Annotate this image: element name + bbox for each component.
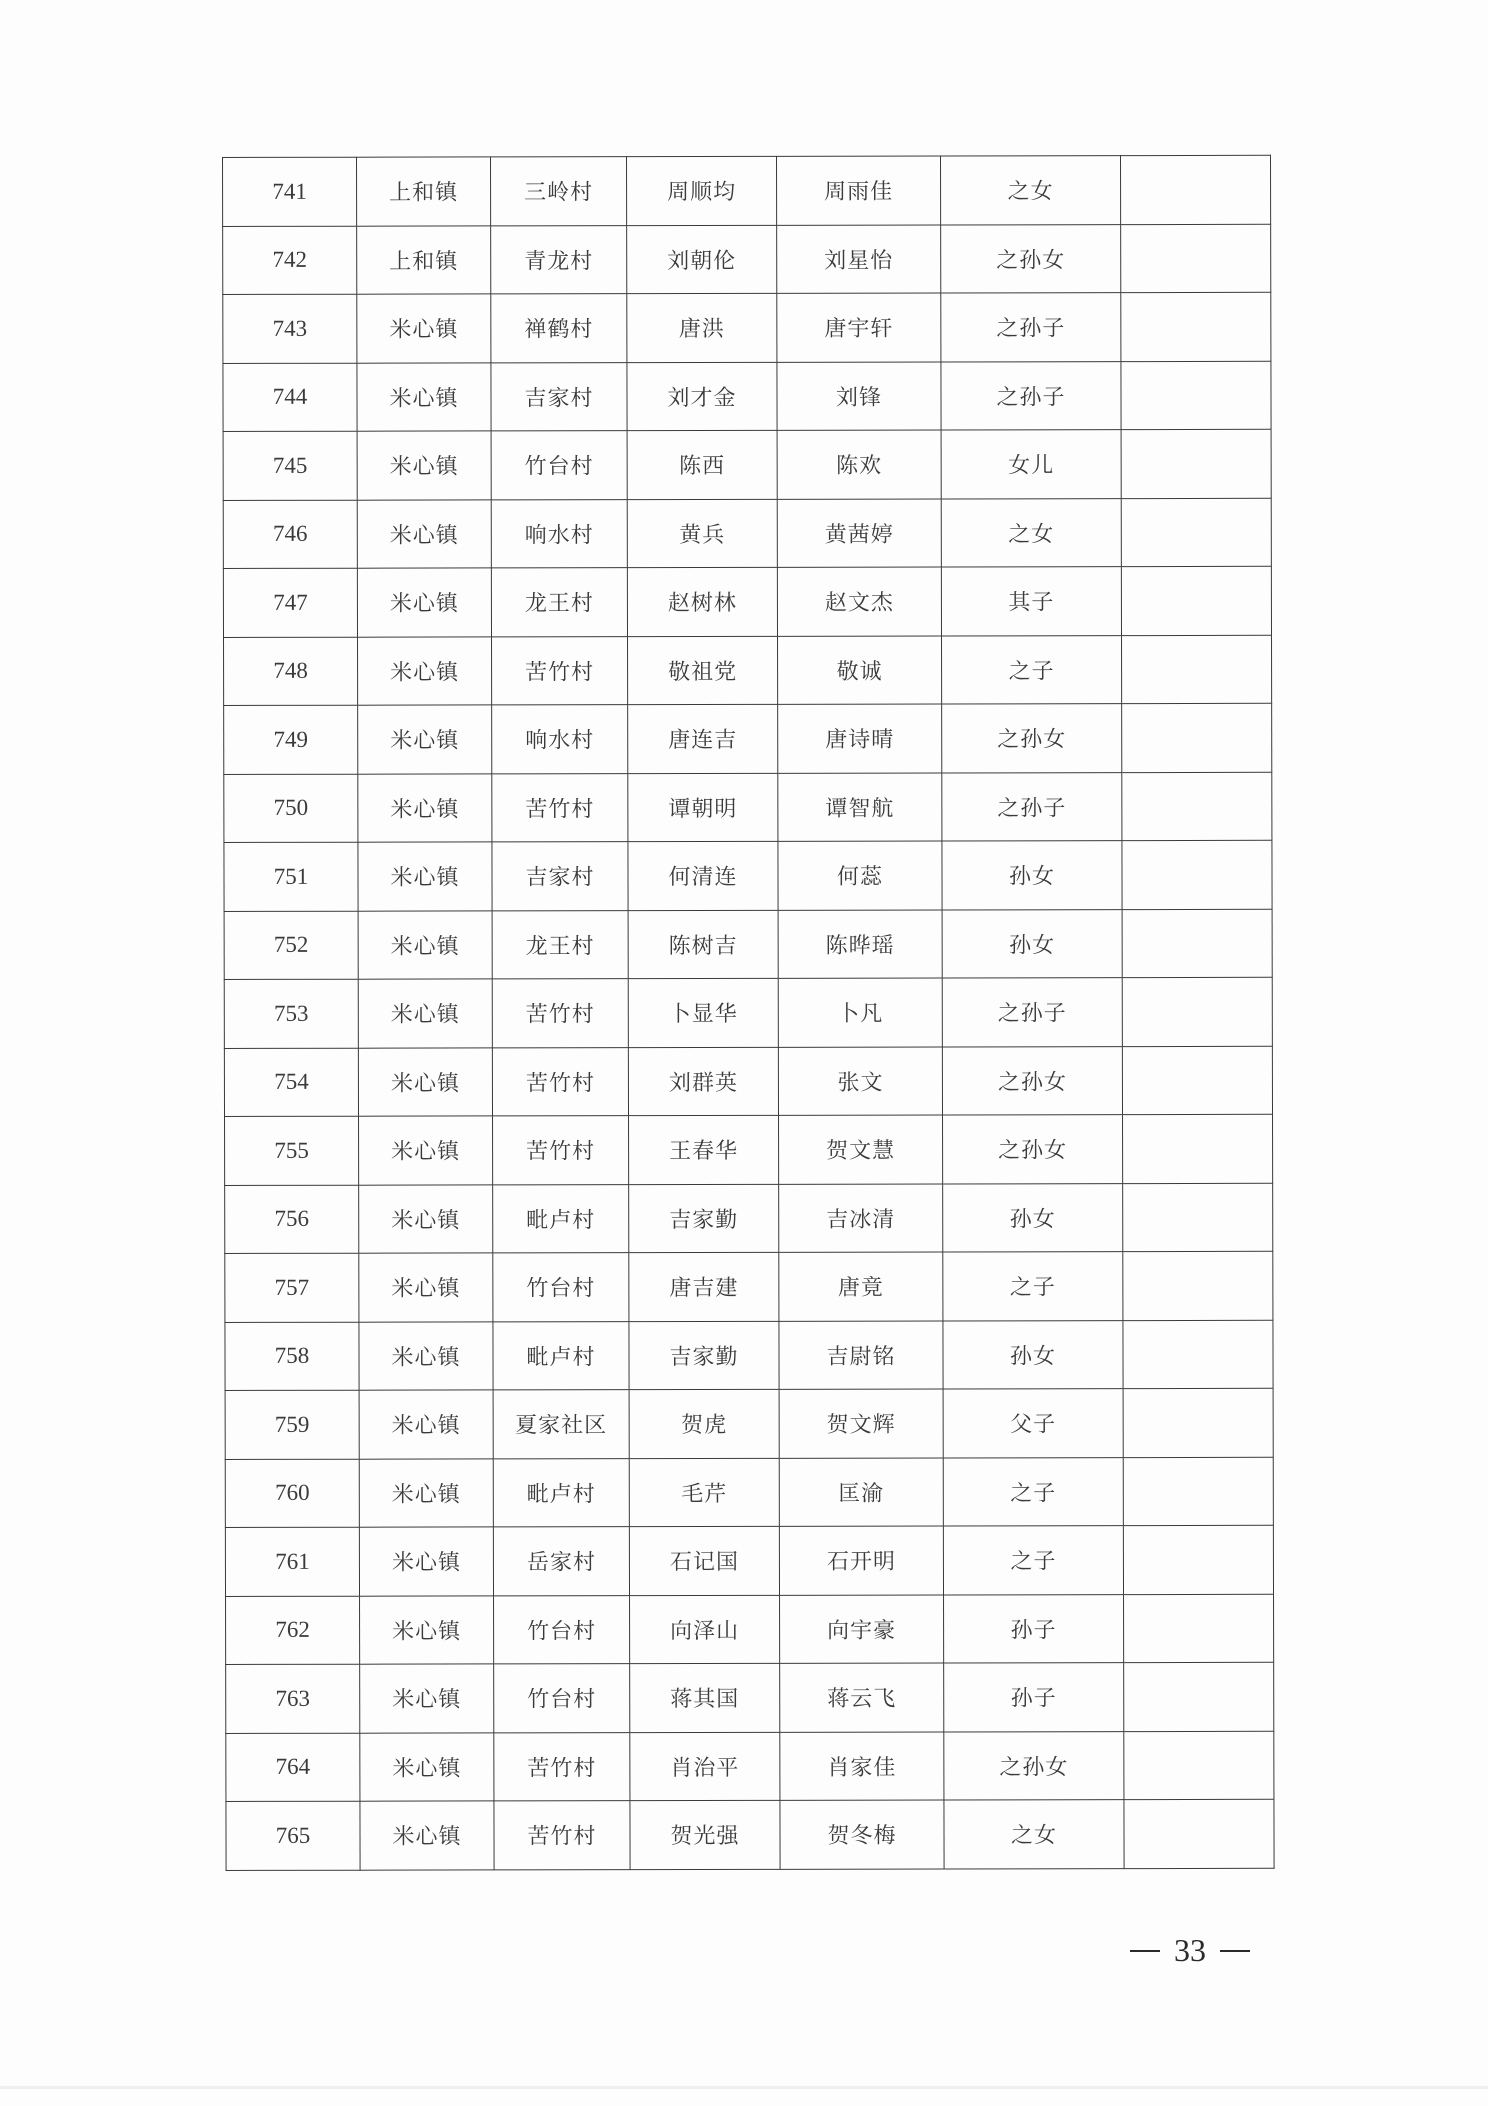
relationship-cell: 之孙女 <box>942 1046 1122 1115</box>
member-name-cell: 贺冬梅 <box>780 1800 944 1869</box>
remarks-cell <box>1123 1183 1273 1252</box>
member-name-cell: 黄茜婷 <box>777 498 941 567</box>
serial-number-cell: 759 <box>225 1390 359 1459</box>
applicant-name-cell: 贺光强 <box>630 1800 780 1869</box>
remarks-cell <box>1122 703 1272 772</box>
right-dash <box>1220 1950 1250 1952</box>
serial-number-cell: 741 <box>223 157 357 226</box>
village-cell: 苦竹村 <box>492 636 628 705</box>
remarks-cell <box>1121 429 1271 498</box>
village-cell: 苦竹村 <box>494 1732 630 1801</box>
remarks-cell <box>1123 1320 1273 1389</box>
table-row <box>226 1799 1274 1870</box>
village-cell: 响水村 <box>492 705 628 774</box>
relationship-cell: 之子 <box>943 1526 1123 1595</box>
member-name-cell: 谭智航 <box>778 772 942 841</box>
town-cell: 米心镇 <box>358 636 492 705</box>
village-cell: 龙王村 <box>492 910 628 979</box>
town-cell: 米心镇 <box>359 1184 493 1253</box>
table-row <box>223 429 1271 500</box>
table-row <box>223 498 1271 569</box>
applicant-name-cell: 谭朝明 <box>628 773 778 842</box>
applicant-name-cell: 刘群英 <box>628 1047 778 1116</box>
applicant-name-cell: 王春华 <box>629 1115 779 1184</box>
town-cell: 米心镇 <box>359 1458 493 1527</box>
remarks-cell <box>1122 772 1272 841</box>
remarks-cell <box>1122 977 1272 1046</box>
member-name-cell: 蒋云飞 <box>780 1663 944 1732</box>
applicant-name-cell: 蒋其国 <box>630 1663 780 1732</box>
village-cell: 禅鹤村 <box>491 294 627 363</box>
applicant-name-cell: 唐连吉 <box>628 704 778 773</box>
member-name-cell: 陈欢 <box>777 430 941 499</box>
applicant-name-cell: 何清连 <box>628 841 778 910</box>
table-row <box>223 566 1271 637</box>
remarks-cell <box>1124 1662 1274 1731</box>
member-name-cell: 唐竟 <box>779 1252 943 1321</box>
member-name-cell: 吉尉铭 <box>779 1320 943 1389</box>
applicant-name-cell: 唐吉建 <box>629 1252 779 1321</box>
village-cell: 夏家社区 <box>493 1390 629 1459</box>
remarks-cell <box>1122 635 1272 704</box>
relationship-cell: 父子 <box>943 1389 1123 1458</box>
serial-number-cell: 762 <box>226 1596 360 1665</box>
village-cell: 吉家村 <box>491 362 627 431</box>
village-cell: 苦竹村 <box>492 1047 628 1116</box>
relationship-cell: 孙女 <box>943 1183 1123 1252</box>
serial-number-cell: 744 <box>223 363 357 432</box>
serial-number-cell: 755 <box>225 1116 359 1185</box>
relationship-cell: 之孙子 <box>942 978 1122 1047</box>
table-row <box>226 1662 1274 1733</box>
table-row <box>226 1731 1274 1802</box>
village-cell: 青龙村 <box>491 225 627 294</box>
serial-number-cell: 749 <box>224 705 358 774</box>
serial-number-cell: 752 <box>224 911 358 980</box>
relationship-cell: 之子 <box>943 1252 1123 1321</box>
town-cell: 上和镇 <box>357 157 491 226</box>
table-row <box>224 1046 1272 1117</box>
remarks-cell <box>1123 1114 1273 1183</box>
town-cell: 米心镇 <box>358 773 492 842</box>
table-row <box>223 224 1271 295</box>
applicant-name-cell: 肖治平 <box>630 1732 780 1801</box>
town-cell: 米心镇 <box>360 1732 494 1801</box>
table-row <box>224 703 1272 774</box>
relationship-cell: 孙女 <box>942 841 1122 910</box>
serial-number-cell: 747 <box>223 568 357 637</box>
remarks-cell <box>1121 292 1271 361</box>
roster-table <box>222 155 1275 1871</box>
applicant-name-cell: 吉家勤 <box>629 1321 779 1390</box>
town-cell: 米心镇 <box>357 362 491 431</box>
roster-body <box>223 155 1275 1870</box>
serial-number-cell: 763 <box>226 1664 360 1733</box>
table-row <box>223 155 1271 226</box>
applicant-name-cell: 石记国 <box>629 1526 779 1595</box>
serial-number-cell: 764 <box>226 1733 360 1802</box>
relationship-cell: 孙子 <box>944 1594 1124 1663</box>
relationship-cell: 之孙女 <box>941 224 1121 293</box>
member-name-cell: 石开明 <box>779 1526 943 1595</box>
village-cell: 苦竹村 <box>492 979 628 1048</box>
applicant-name-cell: 贺虎 <box>629 1389 779 1458</box>
relationship-cell: 孙女 <box>943 1320 1123 1389</box>
remarks-cell <box>1121 498 1271 567</box>
village-cell: 三岭村 <box>491 157 627 226</box>
left-dash <box>1130 1950 1160 1952</box>
applicant-name-cell: 唐洪 <box>627 293 777 362</box>
serial-number-cell: 743 <box>223 294 357 363</box>
relationship-cell: 之女 <box>940 156 1120 225</box>
town-cell: 米心镇 <box>358 979 492 1048</box>
page-number-value: 33 <box>1174 1932 1206 1968</box>
table-row <box>225 1388 1273 1459</box>
serial-number-cell: 754 <box>224 1048 358 1117</box>
village-cell: 竹台村 <box>491 431 627 500</box>
serial-number-cell: 746 <box>223 500 357 569</box>
member-name-cell: 赵文杰 <box>777 567 941 636</box>
member-name-cell: 陈晔瑶 <box>778 909 942 978</box>
relationship-cell: 之孙女 <box>944 1731 1124 1800</box>
remarks-cell <box>1124 1594 1274 1663</box>
remarks-cell <box>1123 1525 1273 1594</box>
town-cell: 米心镇 <box>359 1390 493 1459</box>
town-cell: 米心镇 <box>360 1801 494 1870</box>
relationship-cell: 孙子 <box>944 1663 1124 1732</box>
village-cell: 毗卢村 <box>493 1458 629 1527</box>
village-cell: 响水村 <box>491 499 627 568</box>
serial-number-cell: 745 <box>223 431 357 500</box>
member-name-cell: 吉冰清 <box>779 1183 943 1252</box>
relationship-cell: 之女 <box>944 1800 1124 1869</box>
relationship-cell: 女儿 <box>941 430 1121 499</box>
table-row <box>223 361 1271 432</box>
scan-edge-line <box>0 2086 1488 2089</box>
village-cell: 竹台村 <box>494 1595 630 1664</box>
village-cell: 苦竹村 <box>492 773 628 842</box>
applicant-name-cell: 吉家勤 <box>629 1184 779 1253</box>
table-row <box>223 292 1271 363</box>
remarks-cell <box>1121 566 1271 635</box>
relationship-cell: 之子 <box>943 1457 1123 1526</box>
town-cell: 米心镇 <box>358 1047 492 1116</box>
relationship-cell: 之孙子 <box>941 361 1121 430</box>
remarks-cell <box>1123 1457 1273 1526</box>
serial-number-cell: 758 <box>225 1322 359 1391</box>
village-cell: 龙王村 <box>491 568 627 637</box>
member-name-cell: 唐诗晴 <box>778 704 942 773</box>
member-name-cell: 贺文慧 <box>779 1115 943 1184</box>
remarks-cell <box>1124 1731 1274 1800</box>
applicant-name-cell: 黄兵 <box>627 499 777 568</box>
village-cell: 竹台村 <box>494 1664 630 1733</box>
serial-number-cell: 757 <box>225 1253 359 1322</box>
village-cell: 苦竹村 <box>493 1116 629 1185</box>
relationship-cell: 之子 <box>942 635 1122 704</box>
member-name-cell: 张文 <box>778 1046 942 1115</box>
relationship-cell: 之孙子 <box>941 293 1121 362</box>
town-cell: 米心镇 <box>358 910 492 979</box>
relationship-cell: 其子 <box>941 567 1121 636</box>
town-cell: 米心镇 <box>360 1664 494 1733</box>
table-row <box>224 772 1272 843</box>
serial-number-cell: 765 <box>226 1801 360 1870</box>
town-cell: 米心镇 <box>358 705 492 774</box>
table-row <box>224 840 1272 911</box>
member-name-cell: 匡渝 <box>779 1457 943 1526</box>
relationship-cell: 孙女 <box>942 909 1122 978</box>
applicant-name-cell: 卜显华 <box>628 978 778 1047</box>
serial-number-cell: 742 <box>223 226 357 295</box>
serial-number-cell: 760 <box>225 1459 359 1528</box>
village-cell: 苦竹村 <box>494 1801 630 1870</box>
member-name-cell: 周雨佳 <box>776 156 940 225</box>
village-cell: 毗卢村 <box>493 1184 629 1253</box>
town-cell: 米心镇 <box>357 568 491 637</box>
town-cell: 米心镇 <box>357 294 491 363</box>
applicant-name-cell: 敬祖党 <box>628 636 778 705</box>
remarks-cell <box>1122 840 1272 909</box>
relationship-cell: 之孙子 <box>942 772 1122 841</box>
table-row <box>224 635 1272 706</box>
relationship-cell: 之孙女 <box>942 704 1122 773</box>
member-name-cell: 刘星怡 <box>777 224 941 293</box>
table-row <box>225 1320 1273 1391</box>
serial-number-cell: 750 <box>224 774 358 843</box>
town-cell: 上和镇 <box>357 225 491 294</box>
remarks-cell <box>1120 155 1270 224</box>
town-cell: 米心镇 <box>357 499 491 568</box>
village-cell: 岳家村 <box>493 1527 629 1596</box>
applicant-name-cell: 毛芹 <box>629 1458 779 1527</box>
relationship-cell: 之孙女 <box>943 1115 1123 1184</box>
applicant-name-cell: 周顺均 <box>627 156 777 225</box>
member-name-cell: 向宇豪 <box>780 1594 944 1663</box>
remarks-cell <box>1123 1251 1273 1320</box>
member-name-cell: 唐宇轩 <box>777 293 941 362</box>
member-name-cell: 何蕊 <box>778 841 942 910</box>
remarks-cell <box>1121 361 1271 430</box>
town-cell: 米心镇 <box>359 1116 493 1185</box>
remarks-cell <box>1123 1388 1273 1457</box>
remarks-cell <box>1121 224 1271 293</box>
table-row <box>225 1251 1273 1322</box>
town-cell: 米心镇 <box>359 1253 493 1322</box>
town-cell: 米心镇 <box>358 842 492 911</box>
town-cell: 米心镇 <box>360 1595 494 1664</box>
member-name-cell: 敬诚 <box>778 635 942 704</box>
member-name-cell: 贺文辉 <box>779 1389 943 1458</box>
remarks-cell <box>1122 909 1272 978</box>
applicant-name-cell: 陈西 <box>627 430 777 499</box>
table-row <box>226 1594 1274 1665</box>
remarks-cell <box>1124 1799 1274 1868</box>
village-cell: 吉家村 <box>492 842 628 911</box>
applicant-name-cell: 陈树吉 <box>628 910 778 979</box>
town-cell: 米心镇 <box>359 1321 493 1390</box>
member-name-cell: 刘锋 <box>777 361 941 430</box>
table-row <box>225 1114 1273 1185</box>
table-row <box>225 1525 1273 1596</box>
serial-number-cell: 756 <box>225 1185 359 1254</box>
village-cell: 毗卢村 <box>493 1321 629 1390</box>
serial-number-cell: 748 <box>224 637 358 706</box>
member-name-cell: 卜凡 <box>778 978 942 1047</box>
applicant-name-cell: 刘朝伦 <box>627 225 777 294</box>
town-cell: 米心镇 <box>357 431 491 500</box>
village-cell: 竹台村 <box>493 1253 629 1322</box>
applicant-name-cell: 刘才金 <box>627 362 777 431</box>
serial-number-cell: 753 <box>224 979 358 1048</box>
remarks-cell <box>1122 1046 1272 1115</box>
relationship-cell: 之女 <box>941 498 1121 567</box>
applicant-name-cell: 向泽山 <box>630 1595 780 1664</box>
member-name-cell: 肖家佳 <box>780 1731 944 1800</box>
table-row <box>225 1183 1273 1254</box>
table-row <box>225 1457 1273 1528</box>
serial-number-cell: 751 <box>224 842 358 911</box>
table-row <box>224 977 1272 1048</box>
page-number <box>1120 1932 1260 1969</box>
town-cell: 米心镇 <box>359 1527 493 1596</box>
table-row <box>224 909 1272 980</box>
applicant-name-cell: 赵树林 <box>627 567 777 636</box>
serial-number-cell: 761 <box>225 1527 359 1596</box>
